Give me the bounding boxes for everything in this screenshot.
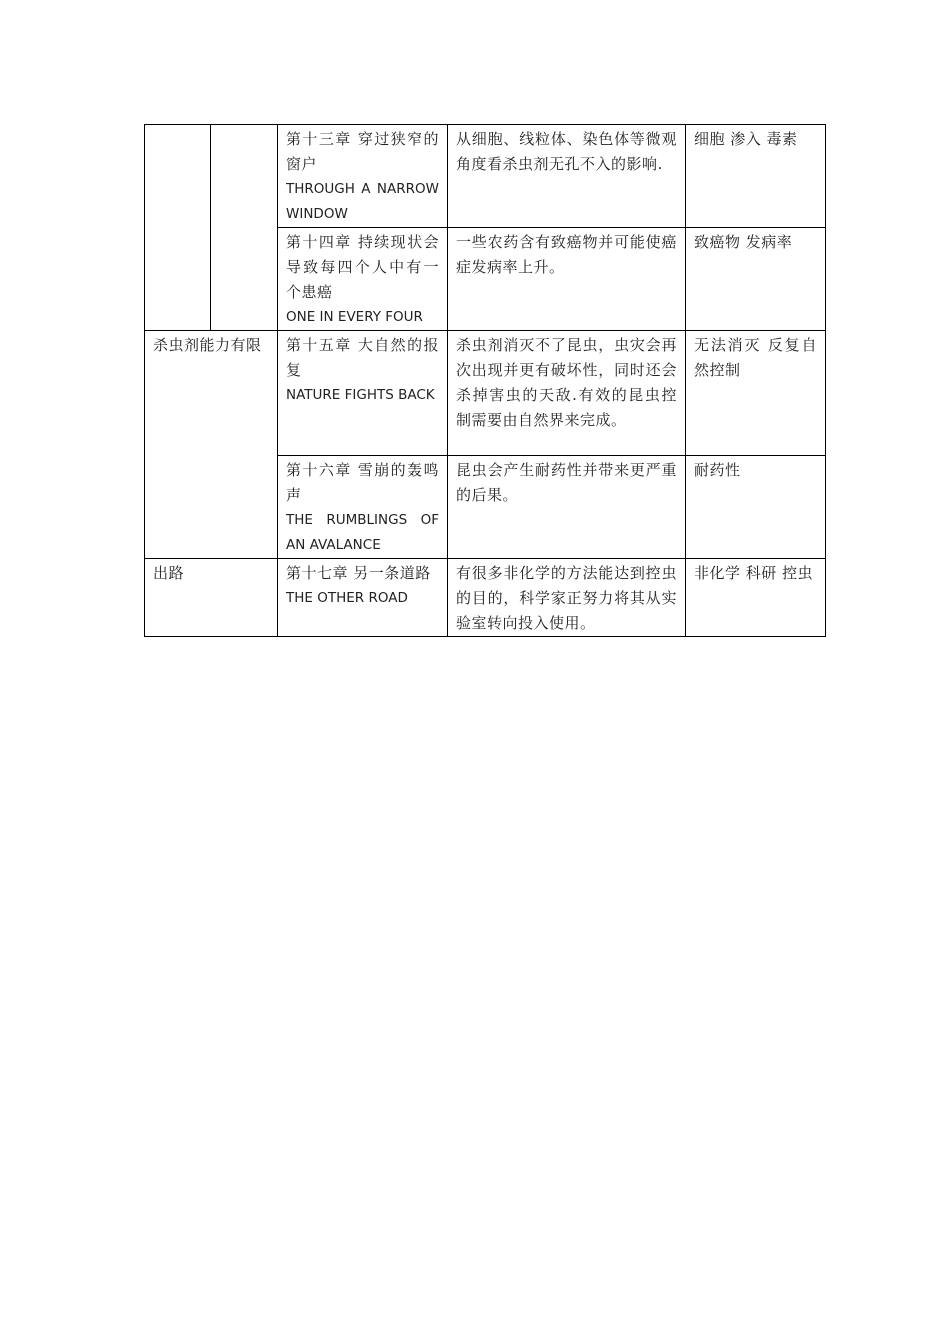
keywords-cell: 无法消灭 反复自然控制 [686,331,826,456]
chapter-cell [278,559,448,637]
keywords-cell: 耐药性 [686,456,826,559]
chapter-title-en: THROUGH A NARROW WINDOW [286,181,439,222]
chapter-cell [278,228,448,331]
part-cell: 出路 [145,559,278,637]
table-row [145,331,826,456]
chapter-title-en: THE OTHER ROAD [286,590,408,606]
keywords-cell: 细胞 渗入 毒素 [686,125,826,228]
chapter-title-cn: 第十七章 另一条道路 [286,564,431,582]
chapter-outline-table [144,124,826,637]
chapter-title-en: NATURE FIGHTS BACK [286,387,435,403]
chapter-title-cn: 第十五章 大自然的报复 [286,336,439,379]
summary-cell: 一些农药含有致癌物并可能使癌症发病率上升。 [448,228,686,331]
chapter-title-en: ONE IN EVERY FOUR [286,309,423,325]
keywords-cell: 致癌物 发病率 [686,228,826,331]
part-cell: 杀虫剂能力有限 [145,331,278,559]
summary-cell: 从细胞、线粒体、染色体等微观角度看杀虫剂无孔不入的影响. [448,125,686,228]
summary-cell: 昆虫会产生耐药性并带来更严重的后果。 [448,456,686,559]
summary-cell: 有很多非化学的方法能达到控虫的目的，科学家正努力将其从实验室转向投入使用。 [448,559,686,637]
keywords-cell: 非化学 科研 控虫 [686,559,826,637]
chapter-title-cn: 第十六章 雪崩的轰鸣声 [286,461,439,504]
chapter-cell [278,456,448,559]
table-row [145,125,826,228]
part-cell-empty [145,125,211,331]
chapter-cell [278,331,448,456]
chapter-title-cn: 第十四章 持续现状会导致每四个人中有一个患癌 [286,233,439,301]
subpart-cell-empty [211,125,278,331]
table-row [145,559,826,637]
summary-cell: 杀虫剂消灭不了昆虫，虫灾会再次出现并更有破坏性，同时还会杀掉害虫的天敌.有效的昆虫控制需要由自然界来完成。 [448,331,686,456]
chapter-title-en: THE RUMBLINGS OF AN AVALANCE [286,512,439,553]
chapter-cell [278,125,448,228]
chapter-title-cn: 第十三章 穿过狭窄的窗户 [286,130,439,173]
